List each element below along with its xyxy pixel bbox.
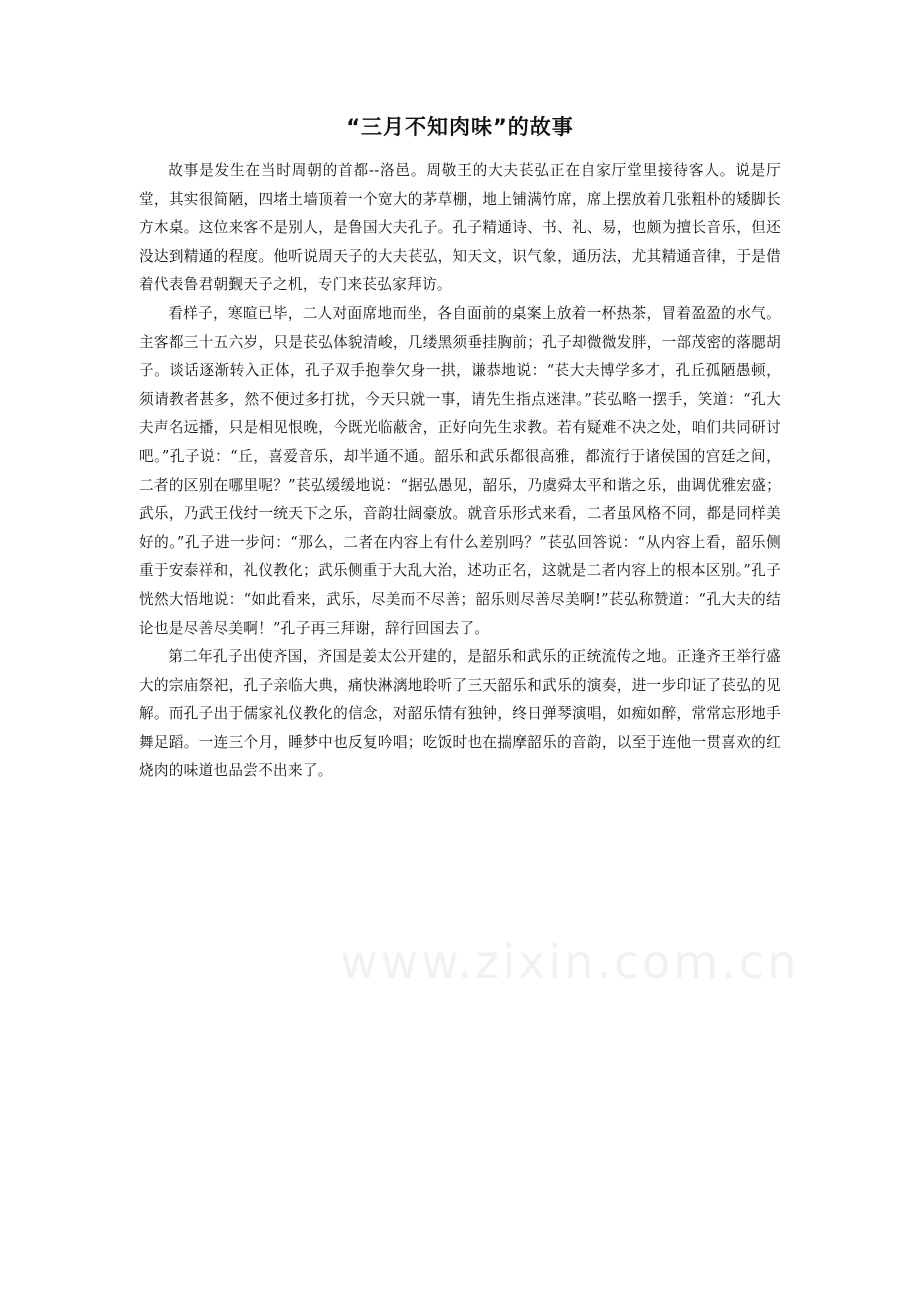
- paragraph-1: 故事是发生在当时周朝的首都--洛邑。周敬王的大夫苌弘正在自家厅堂里接待客人。说是厅堂，其实很简陋，四堵土墙顶着一个宽大的茅草棚，地上铺满竹席，席上摆放着几张粗朴的矮脚长方木桌。这位来客不是别人，是鲁国大夫孔子。孔子精通诗、书、礼、易，也颇为擅长音乐，但还没达到精通的程度。他听说周天子的大夫苌弘，知天文，识气象，通历法，尤其精通音律，于是借着代表鲁君朝觐天子之机，专门来苌弘家拜访。: [139, 162, 781, 294]
- document-title: “三月不知肉味”的故事: [346, 115, 574, 139]
- paragraph-2: 看样子，寒暄已毕，二人对面席地而坐，各自面前的桌案上放着一杯热茶，冒着盈盈的水气。主客都三十五六岁，只是苌弘体貌清峻，几缕黑须垂挂胸前；孔子却微微发胖，一部茂密的落腮胡子。谈话逐渐转入正体，孔子双手抱拳欠身一拱，谦恭地说：“苌大夫博学多才，孔丘孤陋愚顿，须请教者甚多，然不便过多打扰，今天只就一事，请先生指点迷津。”苌弘略一摆手，笑道：“孔大夫声名远播，只是相见恨晚，今既光临蔽舍，正好向先生求教。若有疑难不决之处，咱们共同研讨吧。”孔子说：“丘，喜爱音乐，却半通不通。韶乐和武乐都很高雅，都流行于诸侯国的宫廷之间，二者的区别在哪里呢？”苌弘缓缓地说：“据弘愚见，韶乐，乃虞舜太平和谐之乐，曲调优雅宏盛；武乐，乃武王伐纣一统天下之乐，音韵壮阔豪放。就音乐形式来看，二者虽风格不同，都是同样美好的。”孔子进一步问：“那么，二者在内容上有什么差别吗？”苌弘回答说：“从内容上看，韶乐侧重于安泰祥和，礼仪教化；武乐侧重于大乱大治，述功正名，这就是二者内容上的根本区别。”孔子恍然大悟地说：“如此看来，武乐，尽美而不尽善；韶乐则尽善尽美啊!”苌弘称赞道：“孔大夫的结论也是尽善尽美啊！”孔子再三拜谢，辞行回国去了。: [139, 304, 782, 637]
- document-body: [139, 157, 781, 786]
- watermark: www.zixin.com.cn: [340, 935, 800, 989]
- paragraph-3: 第二年孔子出使齐国，齐国是姜太公开建的，是韶乐和武乐的正统流传之地。正逢齐王举行盛大的宗庙祭祀，孔子亲临大典，痛快淋漓地聆听了三天韶乐和武乐的演奏，进一步印证了苌弘的见解。而孔子出于儒家礼仪教化的信念，对韶乐情有独钟，终日弹琴演唱，如痴如醉，常常忘形地手舞足蹈。一连三个月，睡梦中也反复吟唱；吃饭时也在揣摩韶乐的音韵，以至于连他一贯喜欢的红烧肉的味道也品尝不出来了。: [139, 648, 781, 780]
